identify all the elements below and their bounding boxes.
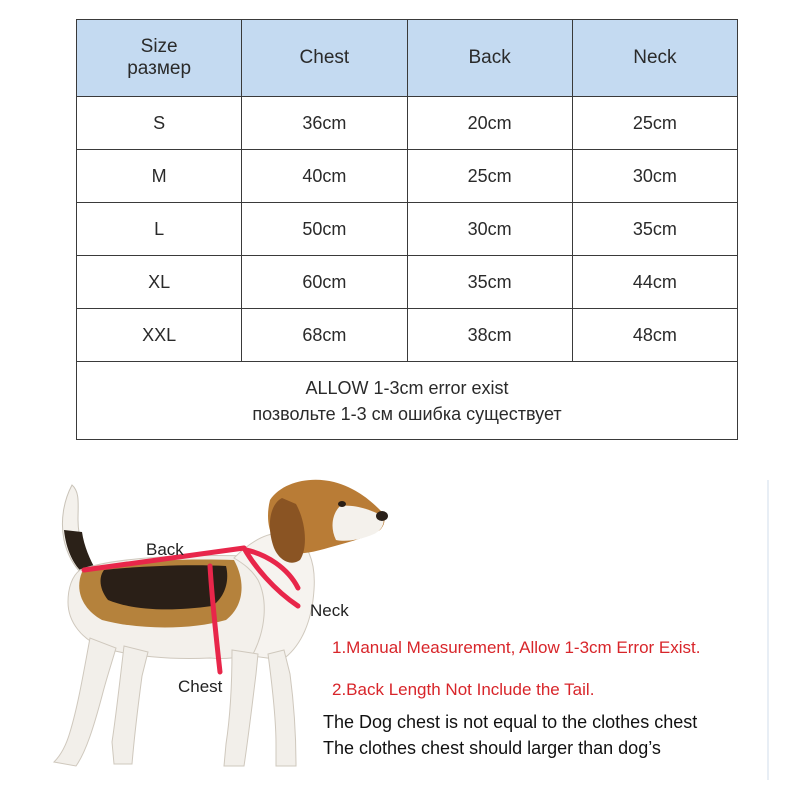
cell-neck: 44cm bbox=[572, 256, 737, 309]
chest-note-2: The clothes chest should larger than dog’s bbox=[323, 738, 661, 758]
header-chest: Chest bbox=[242, 20, 407, 97]
table-row bbox=[77, 150, 738, 203]
header-neck: Neck bbox=[572, 20, 737, 97]
chest-note-1: The Dog chest is not equal to the clothes chest bbox=[323, 712, 698, 732]
cell-neck: 30cm bbox=[572, 150, 737, 203]
cell-back: 30cm bbox=[407, 203, 572, 256]
measurement-note-2: 2.Back Length Not Include the Tail. bbox=[332, 680, 595, 699]
chest-label: Chest bbox=[178, 677, 223, 696]
measurement-note-1: 1.Manual Measurement, Allow 1-3cm Error Exist. bbox=[332, 638, 701, 657]
tolerance-note-en: ALLOW 1-3cm error exist bbox=[305, 377, 509, 398]
cell-back: 25cm bbox=[407, 150, 572, 203]
table-row bbox=[77, 203, 738, 256]
cell-size: L bbox=[77, 203, 242, 256]
tolerance-note-ru: позвольте 1-3 см ошибка существует bbox=[252, 403, 562, 424]
table-note-row bbox=[77, 362, 738, 440]
back-label: Back bbox=[146, 540, 184, 559]
table-row bbox=[77, 97, 738, 150]
cell-back: 35cm bbox=[407, 256, 572, 309]
cell-size: S bbox=[77, 97, 242, 150]
cell-size: XXL bbox=[77, 309, 242, 362]
table-header-row bbox=[77, 20, 738, 97]
cell-chest: 36cm bbox=[242, 97, 407, 150]
size-chart-table bbox=[76, 19, 738, 440]
header-size-ru: размер bbox=[127, 58, 192, 79]
cell-chest: 50cm bbox=[242, 203, 407, 256]
cell-chest: 68cm bbox=[242, 309, 407, 362]
cell-neck: 25cm bbox=[572, 97, 737, 150]
cell-size: XL bbox=[77, 256, 242, 309]
header-size-en: Size bbox=[140, 36, 178, 57]
header-size bbox=[77, 20, 242, 97]
table-row bbox=[77, 256, 738, 309]
cell-chest: 60cm bbox=[242, 256, 407, 309]
cell-neck: 35cm bbox=[572, 203, 737, 256]
cell-neck: 48cm bbox=[572, 309, 737, 362]
tolerance-note bbox=[77, 362, 738, 440]
table-row bbox=[77, 309, 738, 362]
divider-line bbox=[767, 480, 769, 780]
cell-back: 20cm bbox=[407, 97, 572, 150]
cell-size: M bbox=[77, 150, 242, 203]
header-back: Back bbox=[407, 20, 572, 97]
cell-back: 38cm bbox=[407, 309, 572, 362]
cell-chest: 40cm bbox=[242, 150, 407, 203]
neck-label: Neck bbox=[310, 601, 349, 620]
